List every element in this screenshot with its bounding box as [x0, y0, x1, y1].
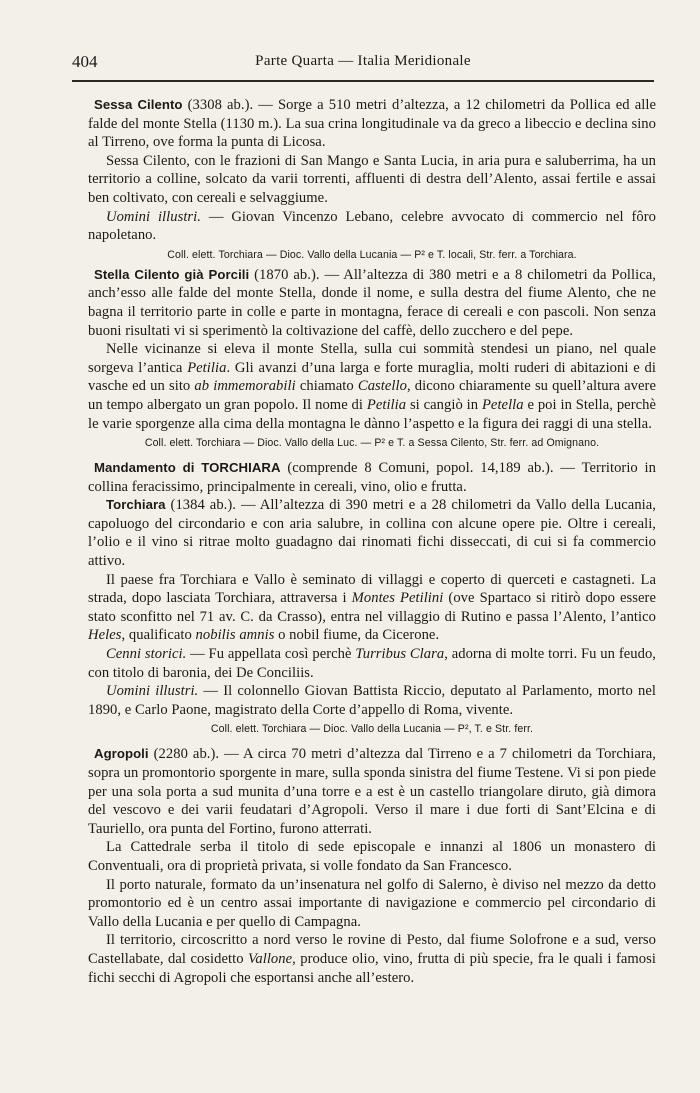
paragraph: La Cattedrale serba il titolo di sede episcopale e innanzi al 1806 un monastero di Conventuali, ora di proprietà privata, si volle fondato da San Francesco.	[88, 839, 656, 874]
section-label: Cenni storici.	[106, 646, 187, 663]
paragraph: Sessa Cilento, con le frazioni di San Mango e Santa Lucia, in aria pura e saluberrima, ha un territorio a colline, solcato da varii torrenti, affluenti di destra dell’Alento, assai fertile e assai ben coltivato, con cereali e selvaggiume.	[88, 152, 656, 206]
entry-text: (1870 ab.). — All’altezza di 380 metri e a 8 chilometri da Pollica, anch’esso alle falde del monte Stella, donde il nome, e sulla destra del fiume Alento, che ne bagna il territorio parte in colle e parte in montagna, ferace di cereali e con pascoli. Non senza buoni risultati vi si sperimentò la coltivazione del caffè, dello zucchero e del pepe.	[88, 266, 657, 339]
entry-text: (2280 ab.). — A circa 70 metri d’altezza dal Tirreno e a 7 chilometri da Torchiara, sopra un promontorio sporgente in mare, sulla sponda sinistra del fiume Testene. Vi si pon piede per una sola porta a sud munita d’una torre e a est è un castello triangolare diruto, già dimora del vescovo e dei varii feudatari d’Agropoli. Verso il mare i due forti di Sant’Elcina e di Tauriello, ora punta del Fortino, furono atterrati.	[88, 746, 656, 837]
page-body	[88, 96, 656, 987]
entry-heading: Sessa Cilento	[94, 97, 183, 112]
page-number: 404	[72, 52, 98, 71]
notable-people: Uomini illustri. — Il colonnello Giovan Battista Riccio, deputato al Parlamento, morto nel 1890, e Carlo Paone, magistrato della Corte d’appello di Roma, vivente.	[88, 683, 656, 718]
running-title: Parte Quarta — Italia Meridionale	[255, 53, 471, 69]
entry-heading: Agropoli	[94, 746, 149, 762]
paragraph: Il paese fra Torchiara e Vallo è seminato di villaggi e coperto di querceti e castagneti. La strada, dopo lasciata Torchiara, attraversa i Montes Petilini (ove Spartaco si ritirò dopo essere stato sconfitto nel 71 av. C. da Crasso), entra nel villaggio di Rutino e passa l’Alento, l’antico Heles, qualificato nobilis amnis o nobil fiume, da Cicerone.	[88, 571, 656, 644]
entry-heading: Mandamento di TORCHIARA	[94, 460, 281, 476]
electoral-note: Coll. elett. Torchiara — Dioc. Vallo della Lucania — P² e T. locali, Str. ferr. a Torchiara.	[167, 248, 577, 261]
notable-people: Uomini illustri. — Giovan Vincenzo Lebano, celebre avvocato di commercio nel fôro napoletano.	[88, 208, 656, 244]
entry-agropoli	[88, 745, 656, 838]
paragraph: Il territorio, circoscritto a nord verso le rovine di Pesto, dal fiume Solofrone e a sud, verso Castellabate, dal cosidetto Vallone, produce olio, vino, frutta di più specie, fra le quali i famosi fichi secchi di Agropoli che esportansi anche all’estero.	[88, 932, 656, 986]
entry-text: (1384 ab.). — All’altezza di 390 metri e a 28 chilometri da Vallo della Lucania, capoluogo del circondario e con aria salubre, in collina con alcune opere pie. Oltre i cereali, l’olio e il vino si ritrae molto guadagno dai rinomati fichi disseccati, di cui si fa commercio attivo.	[88, 497, 656, 570]
entry-heading: Stella Cilento già Porcili	[94, 266, 250, 282]
entry-stella-cilento	[88, 266, 656, 340]
page-header	[72, 50, 654, 74]
entry-torchiara	[88, 496, 656, 570]
section-label: Uomini illustri.	[106, 683, 199, 700]
historical-notes: Cenni storici. — Fu appellata così perchè Turribus Clara, adorna di molte torri. Fu un feudo, con titolo di baronia, dei De Conciliis.	[88, 646, 656, 681]
section-label: Uomini illustri.	[106, 208, 201, 225]
electoral-note: Coll. elett. Torchiara — Dioc. Vallo della Lucania — P², T. e Str. ferr.	[210, 723, 534, 736]
paragraph: Nelle vicinanze si eleva il monte Stella, sulla cui sommità stendesi un piano, nel quale sorgeva l’antica Petilia. Gli avanzi d’una larga e forte muraglia, molti ruderi di abitazioni e di vasche ed un sito ab immemorabili chiamato Castello, dicono chiaramente su quell’altura avere un tempo albergato un gran popolo. Il nome di Petilia si cangiò in Petella e poi in Stella, perchè le varie sporgenze alla cima della montagna le dànno l’aspetto e la figura dei raggi di una stella.	[88, 341, 657, 432]
header-rule	[72, 80, 654, 82]
electoral-note: Coll. elett. Torchiara — Dioc. Vallo della Luc. — P² e T. a Sessa Cilento, Str. ferr. ad Omignano.	[144, 437, 600, 450]
entry-text: (3308 ab.). — Sorge a 510 metri d’altezza, a 12 chilometri da Pollica ed alle falde del monte Stella (1130 m.). La sua crina longitudinale va da greco a libeccio e declina sino al Tirreno, ove forma la punta di Licosa.	[88, 97, 656, 151]
entry-mandamento-torchiara	[88, 459, 656, 496]
entry-sessa-cilento	[88, 96, 656, 152]
entry-text: (comprende 8 Comuni, popol. 14,189 ab.). — Territorio in collina feracissimo, principalmente in cereali, vino, olio e frutta.	[88, 460, 657, 495]
entry-heading: Torchiara	[106, 497, 166, 513]
paragraph: Il porto naturale, formato da un’insenatura nel golfo di Salerno, è diviso nel mezzo da detto promontorio ed è un centro assai importante di navigazione e commercio pel circondario di Vallo della Lucania e per quello di Campagna.	[88, 876, 656, 930]
